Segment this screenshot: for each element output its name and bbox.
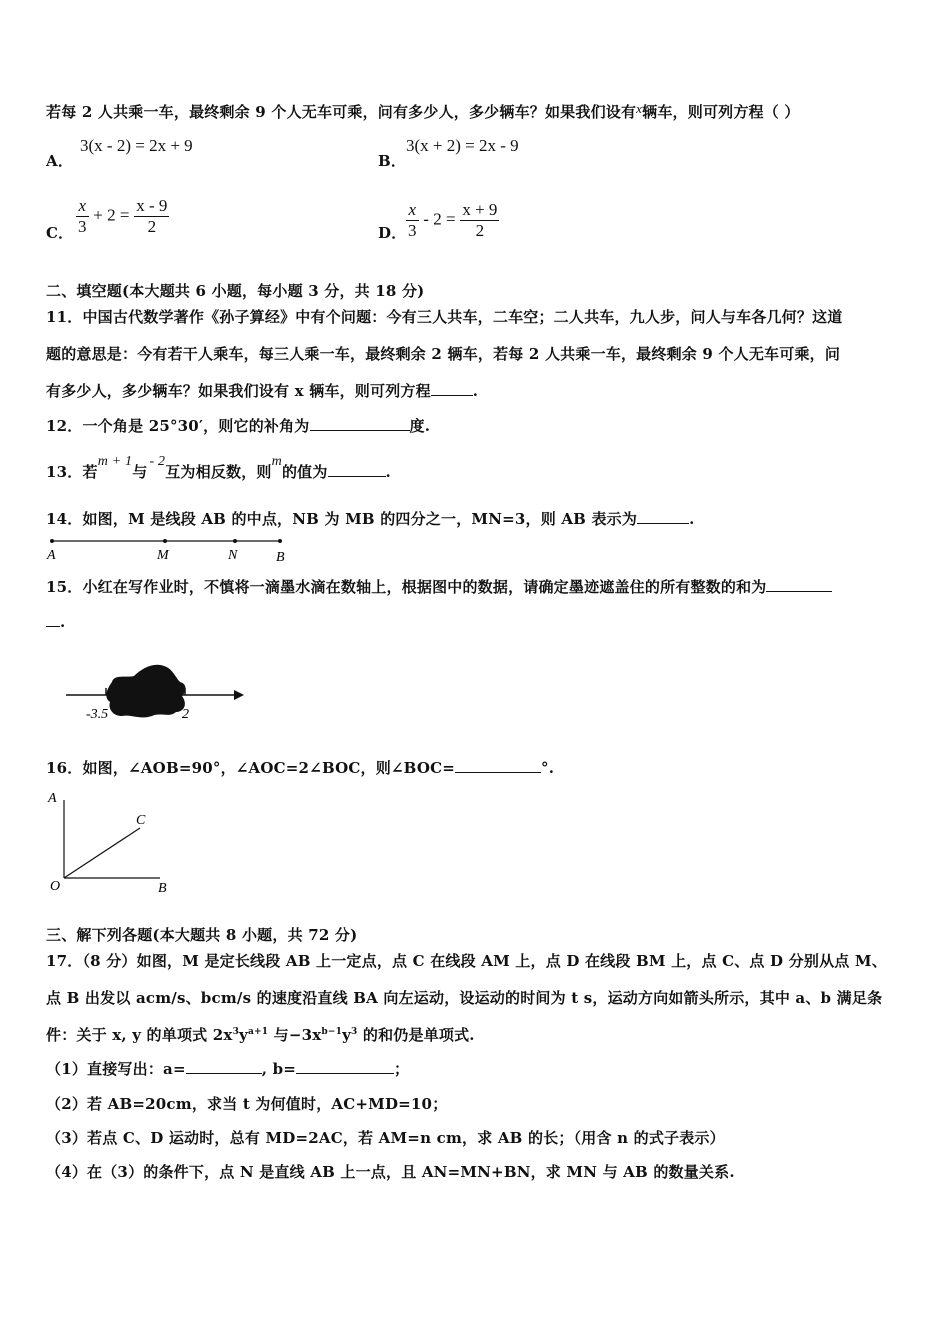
section-3-title: 三、解下列各题(本大题共 8 小题，共 72 分)	[46, 926, 358, 944]
q17-part-1: （1）直接写出：a= , b= ；	[46, 1060, 410, 1078]
point-m	[163, 539, 167, 543]
q10-option-d-math: $\frac{x}{3}$ - 2 = $\frac{x + 9}{2}$	[408, 200, 498, 240]
label-b: B	[276, 550, 285, 564]
q10-option-c-label: C．	[46, 224, 74, 242]
arrow-icon	[234, 690, 244, 700]
q15-answer-blank-1	[766, 577, 832, 592]
section-2-title: 二、填空题(本大题共 6 小题，每小题 3 分，共 18 分)	[46, 282, 425, 300]
q11-line-1: 11．中国古代数学著作《孙子算经》中有个问题：今有三人共车，二车空；二人共车，九人步，问人与车各几何？这道	[46, 308, 843, 326]
q11-answer-blank	[431, 381, 473, 396]
q11-line-2: 题的意思是：今有若干人乘车，每三人乘一车，最终剩余 2 辆车，若每 2 人共乘一车，最终剩余 9 个人无车可乘，问	[46, 345, 841, 363]
q10-stem: 若每 2 人共乘一车，最终剩余 9 个人无车可乘，问有多少人，多少辆车？如果我们设有x辆车，则可列方程（ ）	[46, 101, 800, 121]
q15-text-end: .	[46, 612, 65, 631]
q10-option-a-label: A．	[46, 152, 74, 170]
q12-answer-blank	[310, 416, 410, 431]
q10-option-b-label: B．	[378, 152, 407, 170]
point-a	[50, 539, 54, 543]
label-a: A	[47, 548, 56, 563]
label-a: A	[48, 791, 57, 806]
q16-text: 16．如图，∠AOB=90°，∠AOC=2∠BOC，则∠BOC= °.	[46, 759, 555, 777]
q13-answer-blank	[328, 462, 386, 477]
label-b: B	[158, 881, 167, 896]
q17-part-3: （3）若点 C、D 运动时，总有 MD=2AC，若 AM=n cm，求 AB 的长；（用含 n 的式子表示）	[46, 1129, 725, 1147]
tick-label-left: -3.5	[86, 707, 109, 722]
q10-option-d-label: D．	[378, 224, 407, 242]
q15-answer-blank-2	[46, 612, 60, 627]
q17-line-1: 17．（8 分）如图，M 是定长线段 AB 上一定点，点 C 在线段 AM 上，点 D 在线段 BM 上，点 C、点 D 分别从点 M、	[46, 952, 887, 970]
q10-option-b-math: 3(x + 2) = 2x - 9	[406, 136, 519, 155]
q13-text: 13．若m + 1与- 2互为相反数，则m的值为 .	[46, 454, 391, 481]
q17-part-2: （2）若 AB=20cm，求当 t 为何值时，AC+MD=10；	[46, 1095, 448, 1113]
point-b	[278, 539, 282, 543]
q14-answer-blank	[637, 509, 689, 524]
ray-oc	[64, 828, 140, 878]
q16-angle-figure	[44, 786, 184, 898]
tick-label-right: 2	[182, 707, 189, 722]
label-c: C	[136, 813, 146, 828]
q17-answer-blank-a	[186, 1059, 262, 1074]
q10-option-a-math: 3(x - 2) = 2x + 9	[80, 136, 193, 155]
ink-blot	[106, 665, 185, 718]
q17-line-3: 件：关于 x, y 的单项式 $2x^3y^{a+1}$ 与$-3x^{b-1}y^3$ 的和仍是单项式.	[46, 1026, 475, 1044]
q17-part-4: （4）在（3）的条件下，点 N 是直线 AB 上一点，且 AN=MN+BN，求 MN 与 AB 的数量关系.	[46, 1163, 735, 1181]
label-o: O	[50, 879, 61, 894]
q17-line-2: 点 B 出发以 acm/s、bcm/s 的速度沿直线 BA 向左运动，设运动的时间为 t s，运动方向如箭头所示，其中 a、b 满足条	[46, 989, 883, 1007]
q15-text: 15．小红在写作业时，不慎将一滴墨水滴在数轴上，根据图中的数据，请确定墨迹遮盖住的所有整数的和为	[46, 576, 832, 597]
label-m: M	[157, 548, 169, 563]
q14-text: 14．如图，M 是线段 AB 的中点，NB 为 MB 的四分之一，MN=3，则 AB 表示为 .	[46, 510, 695, 528]
point-n	[233, 539, 237, 543]
q12-text: 12．一个角是 25°30′，则它的补角为 度.	[46, 417, 431, 435]
q14-segment-figure	[44, 534, 294, 564]
q16-answer-blank	[455, 758, 541, 773]
q11-line-3: 有多少人，多少辆车？如果我们设有 x 辆车，则可列方程 .	[46, 382, 479, 400]
q10-option-c-math: $\frac{x}{3}$ + 2 = $\frac{x - 9}{2}$	[78, 196, 168, 236]
q17-answer-blank-b	[296, 1059, 394, 1074]
q15-number-line-figure	[60, 660, 260, 726]
label-n: N	[228, 548, 238, 563]
